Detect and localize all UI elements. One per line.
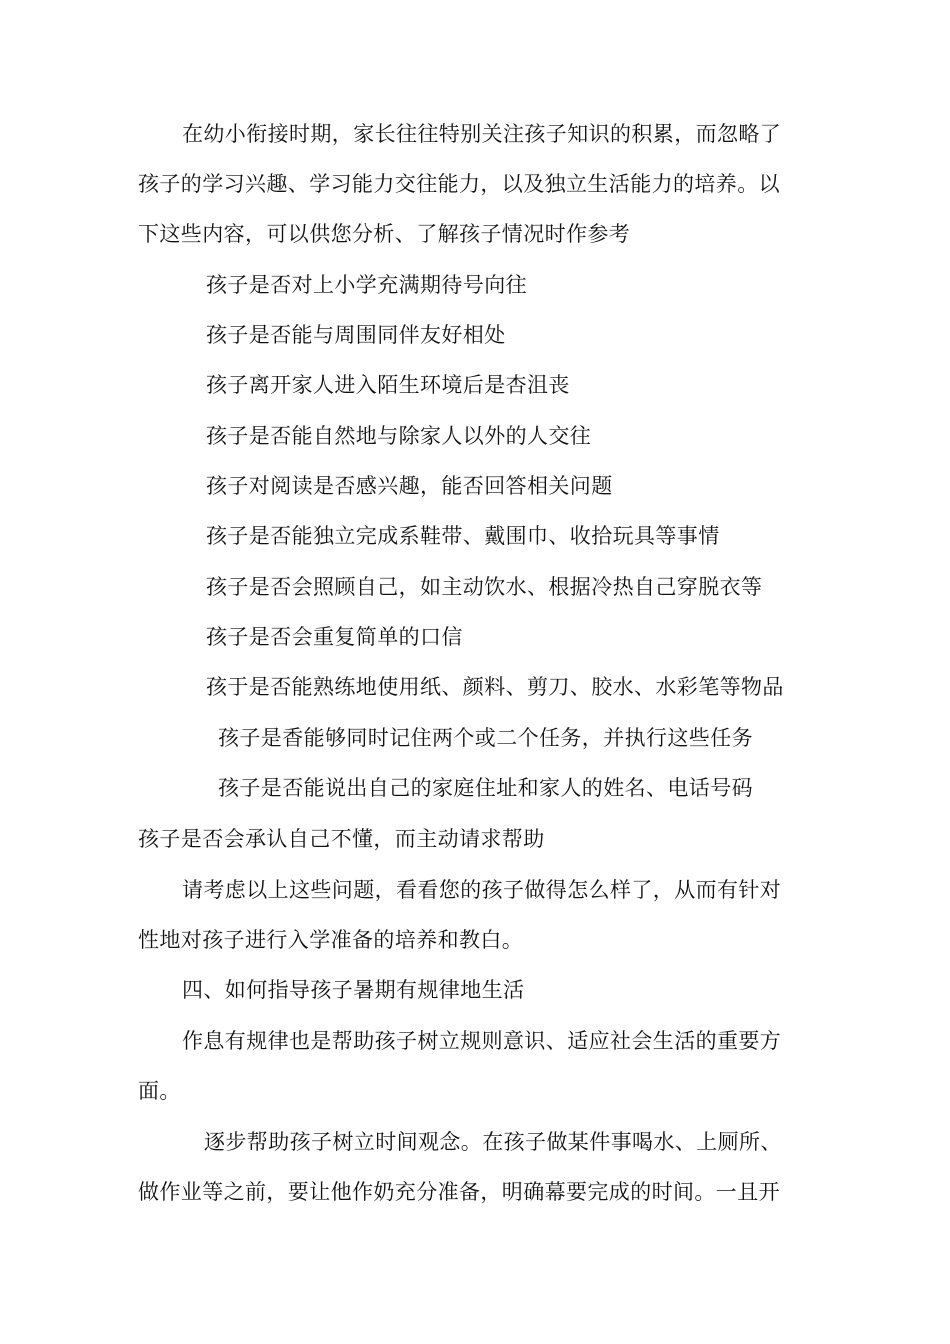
checklist-item-9: 孩于是否能熟练地使用纸、颜料、剪刀、胶水、水彩笔等物品 — [206, 675, 784, 699]
paragraph-1-line-2: 孩子的学习兴趣、学习能力交往能力，以及独立生活能力的培养。以 — [138, 172, 780, 196]
paragraph-4-line-1: 逐步帮助孩子树立时间观念。在孩子做某件事喝水、上厕所、 — [204, 1130, 782, 1154]
checklist-item-11: 孩子是否能说出自己的家庭住址和家人的姓名、电话号码 — [218, 776, 753, 800]
checklist-item-3: 孩子离开家人进入陌生环境后是杏沮丧 — [206, 373, 570, 397]
checklist-item-10: 孩子是香能够同时记住两个或二个任务，并执行这些任务 — [218, 726, 753, 750]
checklist-item-6: 孩子是否能独立完成系鞋带、戴围巾、收拾玩具等事情 — [206, 524, 720, 548]
checklist-item-4: 孩子是否能自然地与除家人以外的人交往 — [206, 424, 592, 448]
checklist-item-8: 孩子是否会重复简单的口信 — [206, 625, 463, 649]
checklist-item-2: 孩子是否能与周围同伴友好相处 — [206, 323, 506, 347]
paragraph-2-line-2: 性地对孩子进行入学准备的培养和教白。 — [138, 928, 524, 952]
paragraph-2-line-1: 请考虑以上这些问题，看看您的孩子做得怎么样了，从而有针对 — [182, 878, 782, 902]
paragraph-3-line-1: 作息有规律也是帮助孩子树立规则意识、适应社会生活的重要方 — [182, 1029, 782, 1053]
checklist-item-12: 孩子是否会承认自己不懂，而主动请求帮助 — [138, 827, 545, 851]
section-heading: 四、如何指导孩子暑期有规律地生活 — [182, 978, 525, 1002]
paragraph-1-line-1: 在幼小衔接时期，家长往往特别关注孩子知识的积累，而忽略了 — [182, 122, 782, 146]
checklist-item-7: 孩子是否会照顾自己，如主动饮水、根据冷热自己穿脱衣等 — [206, 575, 763, 599]
checklist-item-5: 孩子对阅读是否感兴趣，能否回答相关问题 — [206, 474, 613, 498]
paragraph-4-line-2: 做作业等之前，要让他作奶充分准备，明确幕要完成的时间。一且开 — [138, 1180, 780, 1204]
paragraph-1-line-3: 下这些内容，可以供您分析、了解孩子情况时作参考 — [138, 222, 631, 246]
checklist-item-1: 孩子是否对上小学充满期待号向往 — [206, 273, 527, 297]
paragraph-3-line-2: 面。 — [138, 1079, 181, 1103]
